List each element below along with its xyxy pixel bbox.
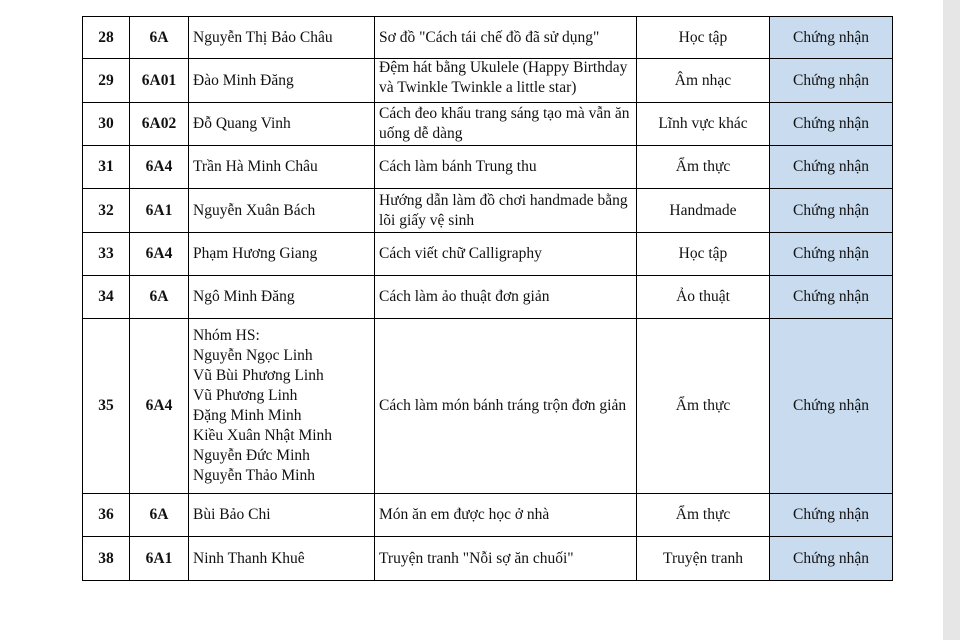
- class-cell: 6A01: [130, 59, 189, 103]
- group-member: Đặng Minh Minh: [193, 407, 302, 424]
- topic-cell: Cách viết chữ Calligraphy: [375, 233, 637, 276]
- student-name: Nguyễn Xuân Bách: [189, 189, 375, 233]
- table-row: [83, 494, 893, 537]
- row-number: 35: [83, 319, 130, 494]
- group-member: Vũ Bùi Phương Linh: [193, 367, 324, 384]
- class-cell: 6A4: [130, 319, 189, 494]
- group-member: Nguyễn Thảo Minh: [193, 467, 315, 484]
- certificate-cell: Chứng nhận: [770, 233, 893, 276]
- row-number: 36: [83, 494, 130, 537]
- table-row: [83, 103, 893, 146]
- table-row: [83, 189, 893, 233]
- row-number: 30: [83, 103, 130, 146]
- topic-cell: [375, 59, 637, 103]
- certificate-cell: Chứng nhận: [770, 537, 893, 581]
- student-name: Trần Hà Minh Châu: [189, 146, 375, 189]
- student-name: Phạm Hương Giang: [189, 233, 375, 276]
- student-name: Đào Minh Đăng: [189, 59, 375, 103]
- field-cell: Học tập: [637, 233, 770, 276]
- topic-cell: Cách đeo khẩu trang sáng tạo mà vẫn ăn uống dễ dàng: [375, 103, 637, 146]
- field-cell: Ẩm thực: [637, 146, 770, 189]
- class-cell: 6A4: [130, 233, 189, 276]
- student-name: Ngô Minh Đăng: [189, 276, 375, 319]
- topic-text: Đệm hát bằng Ukulele (Happy Birthday và Twinkle Twinkle a little star): [379, 58, 628, 96]
- topic-cell: Hướng dẫn làm đồ chơi handmade bằng lõi giấy vệ sinh: [375, 189, 637, 233]
- class-cell: 6A1: [130, 189, 189, 233]
- class-cell: 6A: [130, 17, 189, 59]
- certificate-cell: Chứng nhận: [770, 494, 893, 537]
- field-cell: Ẩm thực: [637, 494, 770, 537]
- row-number: 33: [83, 233, 130, 276]
- field-cell: Lĩnh vực khác: [637, 103, 770, 146]
- table-row: [83, 276, 893, 319]
- topic-cell: Món ăn em được học ở nhà: [375, 494, 637, 537]
- certificate-cell: Chứng nhận: [770, 319, 893, 494]
- row-number: 32: [83, 189, 130, 233]
- certificate-cell: Chứng nhận: [770, 17, 893, 59]
- group-label: Nhóm HS:: [193, 327, 260, 344]
- student-name: Nguyễn Thị Bảo Châu: [189, 17, 375, 59]
- table-row: [83, 17, 893, 59]
- certificate-cell: Chứng nhận: [770, 103, 893, 146]
- table-row: [83, 319, 893, 494]
- class-cell: 6A: [130, 276, 189, 319]
- group-name-cell: [189, 319, 375, 494]
- field-cell: Ảo thuật: [637, 276, 770, 319]
- table-row: [83, 233, 893, 276]
- row-number: 34: [83, 276, 130, 319]
- class-cell: 6A: [130, 494, 189, 537]
- class-cell: 6A4: [130, 146, 189, 189]
- group-member: Kiều Xuân Nhật Minh: [193, 427, 333, 444]
- class-cell: 6A02: [130, 103, 189, 146]
- field-cell: Truyện tranh: [637, 537, 770, 581]
- student-name: Ninh Thanh Khuê: [189, 537, 375, 581]
- topic-cell: Cách làm bánh Trung thu: [375, 146, 637, 189]
- certificate-cell: Chứng nhận: [770, 59, 893, 103]
- field-cell: Âm nhạc: [637, 59, 770, 103]
- field-cell: Ẩm thực: [637, 319, 770, 494]
- row-number: 38: [83, 537, 130, 581]
- topic-cell: Cách làm ảo thuật đơn giản: [375, 276, 637, 319]
- certificate-cell: Chứng nhận: [770, 146, 893, 189]
- field-cell: Handmade: [637, 189, 770, 233]
- group-member: Vũ Phương Linh: [193, 387, 298, 404]
- group-member: Nguyễn Ngọc Linh: [193, 347, 313, 364]
- table-row: [83, 59, 893, 103]
- topic-cell: Cách làm món bánh tráng trộn đơn giản: [375, 319, 637, 494]
- table-row: [83, 537, 893, 581]
- student-name: Bùi Bảo Chi: [189, 494, 375, 537]
- field-cell: Học tập: [637, 17, 770, 59]
- page-edge-shadow: [943, 0, 960, 640]
- certificate-cell: Chứng nhận: [770, 276, 893, 319]
- group-member: Nguyễn Đức Minh: [193, 447, 310, 464]
- table-row: [83, 146, 893, 189]
- topic-cell: Truyện tranh "Nỗi sợ ăn chuối": [375, 537, 637, 581]
- class-cell: 6A1: [130, 537, 189, 581]
- row-number: 31: [83, 146, 130, 189]
- topic-cell: Sơ đồ "Cách tái chế đồ đã sử dụng": [375, 17, 637, 59]
- certificate-cell: Chứng nhận: [770, 189, 893, 233]
- student-table: [82, 16, 893, 581]
- row-number: 29: [83, 59, 130, 103]
- student-name: Đỗ Quang Vinh: [189, 103, 375, 146]
- row-number: 28: [83, 17, 130, 59]
